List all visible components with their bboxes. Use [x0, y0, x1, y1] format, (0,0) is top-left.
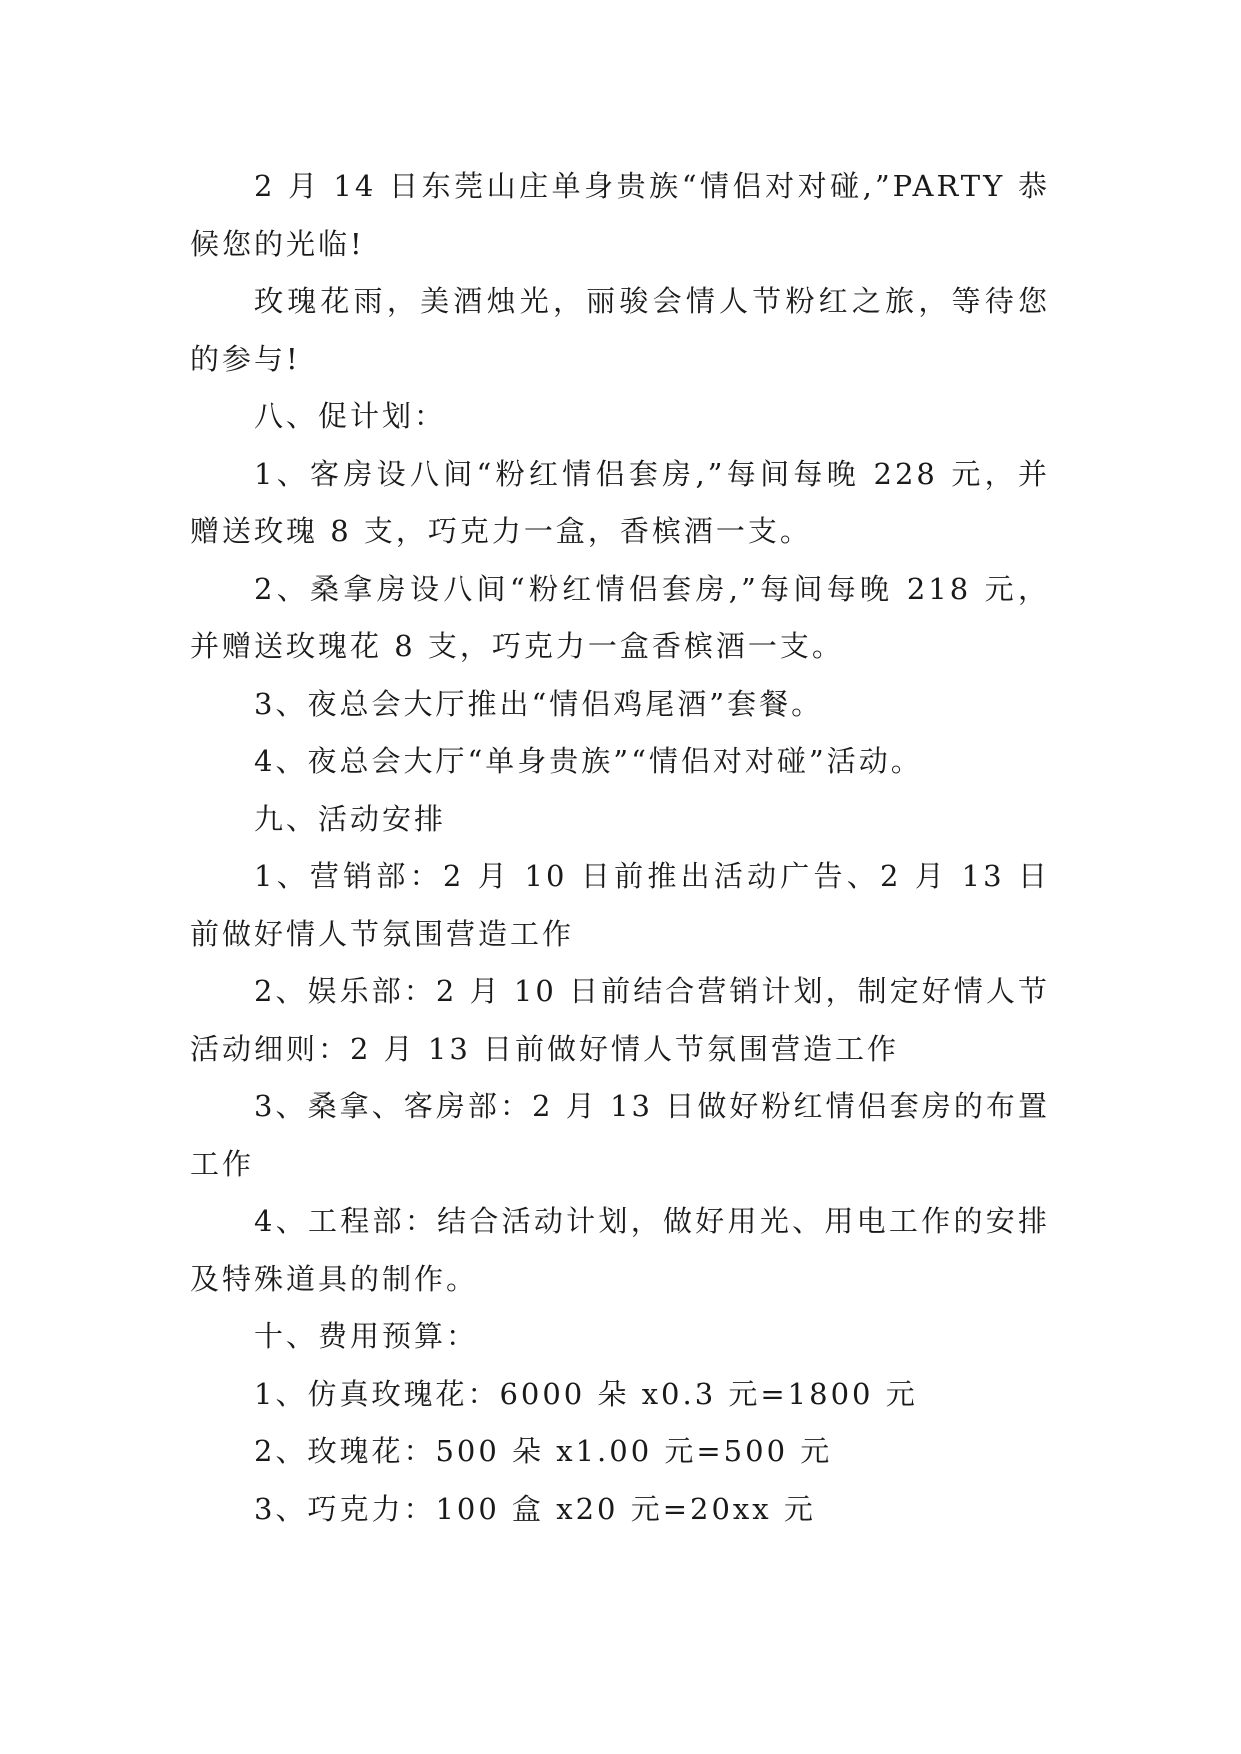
- paragraph-rose-rain: 玫瑰花雨，美酒烛光，丽骏会情人节粉红之旅，等待您的参与!: [190, 284, 1050, 376]
- list-item-marketing-dept: 1、营销部：2 月 10 日前推出活动广告、2 月 13 日前做好情人节氛围营造工作: [190, 859, 1050, 951]
- paragraph-party-invitation: 2 月 14 日东莞山庄单身贵族“情侣对对碰,”PARTY 恭候您的光临!: [190, 169, 1050, 261]
- document-body: [190, 158, 1050, 1538]
- list-item-guest-room: 1、客房设八间“粉红情侣套房,”每间每晚 228 元，并赠送玫瑰 8 支，巧克力一盒，香槟酒一支。: [190, 456, 1050, 548]
- heading-promotion-plan: 八、促计划：: [254, 399, 447, 433]
- heading-budget: 十、费用预算：: [254, 1319, 479, 1353]
- list-item-sauna-room: 2、桑拿房设八间“粉红情侣套房,”每间每晚 218 元，并赠送玫瑰花 8 支，巧克力一盒香槟酒一支。: [190, 571, 1050, 663]
- list-item-chocolate: 3、巧克力：100 盒 x20 元=20xx 元: [254, 1491, 816, 1526]
- list-item-entertainment-dept: 2、娱乐部：2 月 10 日前结合营销计划，制定好情人节活动细则：2 月 13 日前做好情人节氛围营造工作: [190, 974, 1050, 1066]
- list-item-sauna-room-dept: 3、桑拿、客房部：2 月 13 日做好粉红情侣套房的布置工作: [190, 1089, 1050, 1181]
- list-item-cocktail-package: 3、夜总会大厅推出“情侣鸡尾酒”套餐。: [254, 686, 824, 721]
- heading-activity-arrangement: 九、活动安排: [254, 801, 447, 836]
- list-item-engineering-dept: 4、工程部：结合活动计划，做好用光、用电工作的安排及特殊道具的制作。: [190, 1204, 1050, 1296]
- list-item-artificial-roses: 1、仿真玫瑰花：6000 朵 x0.3 元=1800 元: [254, 1376, 918, 1411]
- list-item-roses: 2、玫瑰花：500 朵 x1.00 元=500 元: [254, 1434, 833, 1468]
- list-item-singles-activity: 4、夜总会大厅“单身贵族”“情侣对对碰”活动。: [254, 744, 923, 778]
